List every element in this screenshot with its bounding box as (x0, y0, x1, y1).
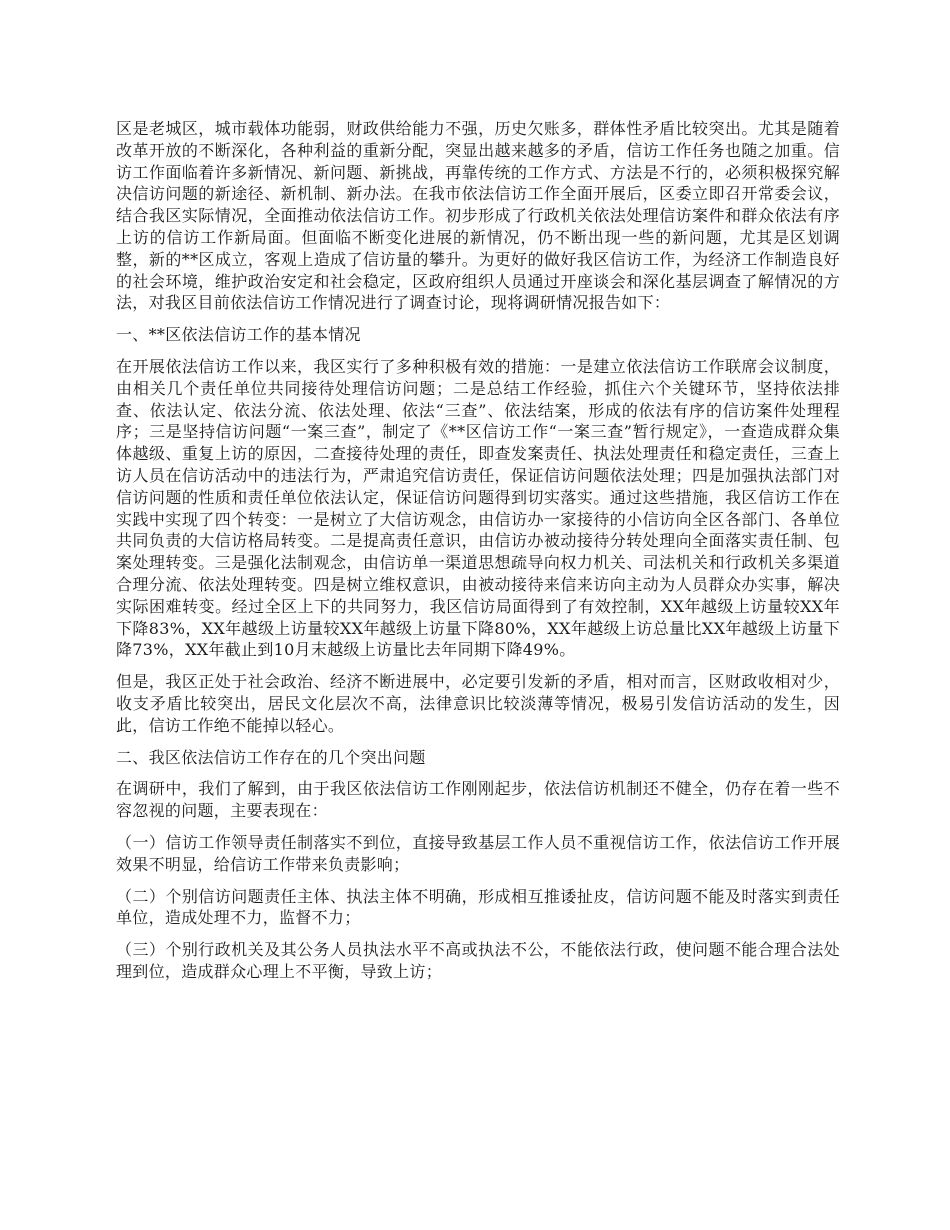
paragraph-issue-3: （三）个别行政机关及其公务人员执法水平不高或执法不公，不能依法行政，使问题不能合理合法处理到位，造成群众心理上不平衡，导致上访； (116, 940, 840, 981)
paragraph-issue-2: （二）个别信访问题责任主体、执法主体不明确，形成相互推诿扯皮，信访问题不能及时落实到责任单位，造成处理不力，监督不力； (116, 886, 840, 928)
section-heading-2: 二、我区依法信访工作存在的几个突出问题 (116, 747, 426, 767)
paragraph-issue-1: （一）信访工作领导责任制落实不到位，直接导致基层工作人员不重视信访工作，依法信访工作开展效果不明显，给信访工作带来负责影响； (116, 832, 840, 874)
section-heading-1: 一、**区依法信访工作的基本情况 (116, 325, 361, 345)
paragraph-survey: 在调研中，我们了解到，由于我区依法信访工作刚刚起步，依法信访机制还不健全，仍存在着一些不容忽视的问题，主要表现在： (116, 779, 840, 821)
paragraph-however: 但是，我区正处于社会政治、经济不断进展中，必定要引发新的矛盾，相对而言，区财政收相对少，收支矛盾比较突出，居民文化层次不高，法律意识比较淡薄等情况，极易引发信访活动的发生，因此，信访工作绝不能掉以轻心。 (116, 672, 840, 735)
paragraph-measures: 在开展依法信访工作以来，我区实行了多种积极有效的措施：一是建立依法信访工作联席会议制度，由相关几个责任单位共同接待处理信访问题；二是总结工作经验，抓住六个关键环节，坚持依法排查、依法认定、依法分流、依法处理、依法“三查”、依法结案，形成的依法有序的信访案件处理程序；三是坚持信访问题“一案三查”，制定了《**区信访工作“一案三查”暂行规定》，一查造成群众集体越级、重复上访的原因，二查接待处理的责任，即查发案责任、执法处理责任和稳定责任，三查上访人员在信访活动中的违法行为，严肃追究信访责任，保证信访问题依法处理；四是加强执法部门对信访问题的性质和责任单位依法认定，保证信访问题得到切实落实。通过这些措施，我区信访工作在实践中实现了四个转变：一是树立了大信访观念，由信访办一家接待的小信访向全区各部门、各单位共同负责的大信访格局转变。二是提高责任意识，由信访办被动接待分转处理向全面落实责任制、包案处理转变。三是强化法制观念，由信访单一渠道思想疏导向权力机关、司法机关和行政机关多渠道合理分流、依法处理转变。四是树立维权意识，由被动接待来信来访向主动为人员群众办实事，解决实际困难转变。经过全区上下的共同努力，我区信访局面得到了有效控制，XX年越级上访量较XX年下降83%，XX年越级上访量较XX年越级上访量下降80%，XX年越级上访总量比XX年越级上访量下降73%，XX年截止到10月末越级上访量比去年同期下降49%。 (116, 356, 840, 660)
document-body (116, 118, 840, 993)
paragraph-intro: 区是老城区，城市载体功能弱，财政供给能力不强，历史欠账多，群体性矛盾比较突出。尤其是随着改革开放的不断深化，各种利益的重新分配，突显出越来越多的矛盾，信访工作任务也随之加重。信访工作面临着许多新情况、新问题、新挑战，再靠传统的工作方式、方法是不行的，必须积极探究解决信访问题的新途径、新机制、新办法。在我市依法信访工作全面开展后，区委立即召开常委会议，结合我区实际情况，全面推动依法信访工作。初步形成了行政机关依法处理信访案件和群众依法有序上访的信访工作新局面。但面临不断变化进展的新情况，仍不断出现一些的新问题，尤其是区划调整，新的**区成立，客观上造成了信访量的攀升。为更好的做好我区信访工作，为经济工作制造良好的社会环境，维护政治安定和社会稳定，区政府组织人员通过开座谈会和深化基层调查了解情况的方法，对我区目前依法信访工作情况进行了调查讨论，现将调研情况报告如下： (116, 119, 840, 313)
